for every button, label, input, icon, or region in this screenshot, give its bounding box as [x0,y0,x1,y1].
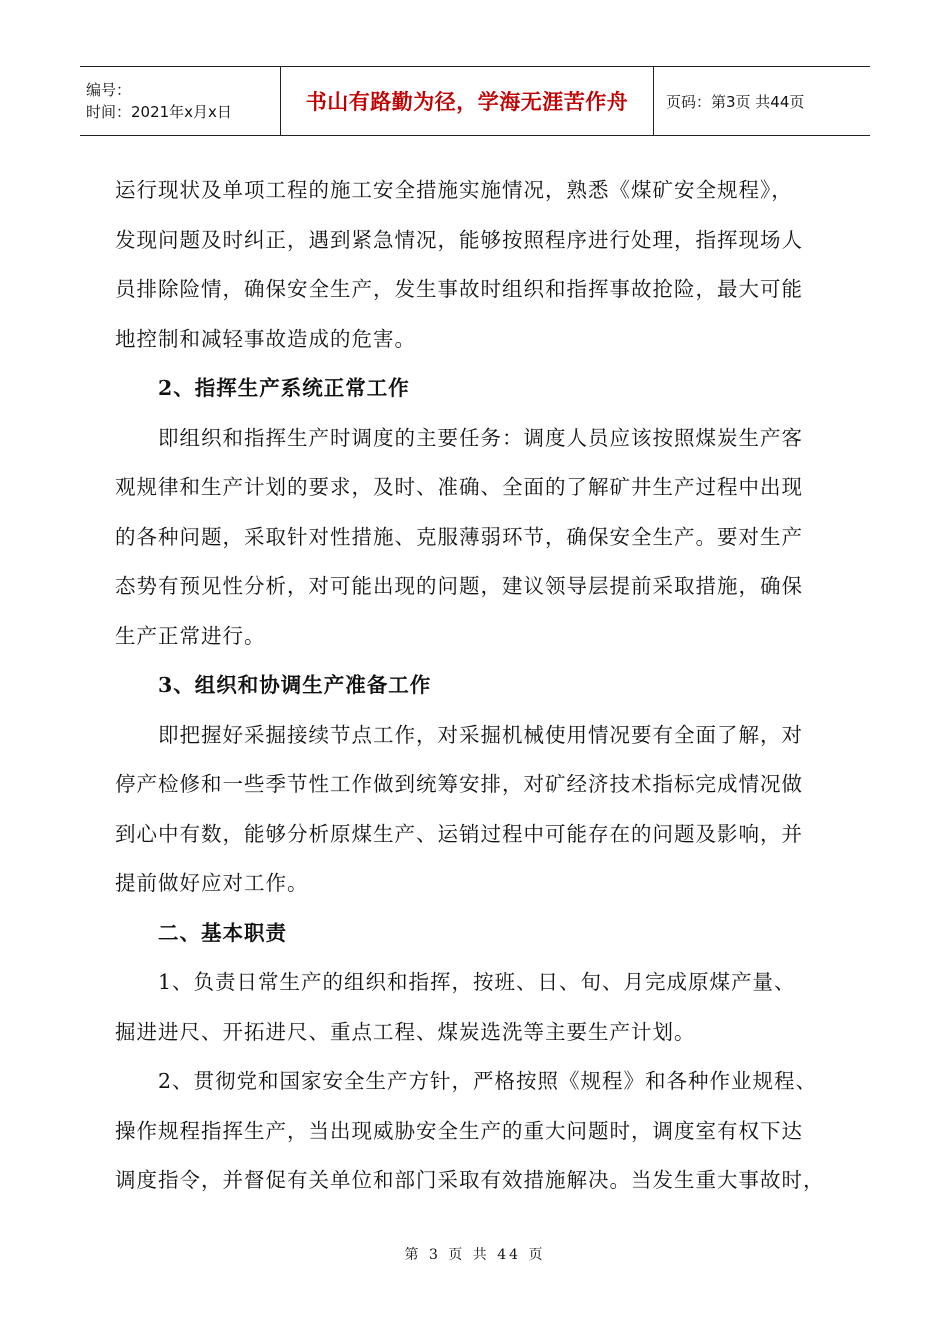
body-line: 的各种问题，采取针对性措施、克服薄弱环节，确保安全生产。要对生产 [115,524,803,549]
document-body [115,166,837,1206]
body-line: 提前做好应对工作。 [115,871,309,895]
body-line: 员排除险情，确保安全生产，发生事故时组织和指挥事故抢险，最大可能 [115,277,803,301]
header-left [80,67,280,135]
body-line: 观规律和生产计划的要求，及时、准确、全面的了解矿井生产过程中出现 [115,475,803,499]
page-header [80,66,870,136]
body-line: 停产检修和一些季节性工作做到统筹安排，对矿经济技术指标完成情况做 [115,772,803,796]
page-info: 页码：第3页 共44页 [666,92,805,111]
header-right [654,67,870,135]
body-line: 生产正常进行。 [115,623,266,648]
body-line: 掘进进尺、开拓进尺、重点工程、煤炭选洗等主要生产计划。 [115,1019,696,1044]
header-motto-cell [280,67,654,135]
section-heading: 2、指挥生产系统正常工作 [158,376,410,400]
body-line: 即组织和指挥生产时调度的主要任务：调度人员应该按照煤炭生产客 [158,425,803,450]
body-line: 到心中有数，能够分析原煤生产、运销过程中可能存在的问题及影响，并 [115,821,803,846]
body-line: 发现问题及时纠正，遇到紧急情况，能够按照程序进行处理，指挥现场人 [115,227,803,252]
body-line: 2、贯彻党和国家安全生产方针，严格按照《规程》和各种作业规程、 [158,1069,818,1093]
serial-label: 编号： [86,81,132,99]
date-label: 时间：2021年x月x日 [86,103,232,121]
body-line: 调度指令，并督促有关单位和部门采取有效措施解决。当发生重大事故时， [115,1168,825,1192]
header-motto: 书山有路勤为径，学海无涯苦作舟 [305,90,629,114]
body-line: 即把握好采掘接续节点工作，对采掘机械使用情况要有全面了解，对 [158,722,803,747]
body-line: 运行现状及单项工程的施工安全措施实施情况，熟悉《煤矿安全规程》， [115,178,793,202]
body-line: 操作规程指挥生产，当出现威胁安全生产的重大问题时，调度室有权下达 [115,1118,803,1143]
body-line: 地控制和减轻事故造成的危害。 [115,326,416,351]
section-heading: 二、基本职责 [158,920,287,945]
body-line: 1、负责日常生产的组织和指挥，按班、日、旬、月完成原煤产量、 [158,970,796,994]
page-footer: 第 3 页 共 44 页 [404,1247,546,1263]
section-heading: 3、组织和协调生产准备工作 [158,673,432,697]
body-line: 态势有预见性分析，对可能出现的问题，建议领导层提前采取措施，确保 [115,574,803,598]
